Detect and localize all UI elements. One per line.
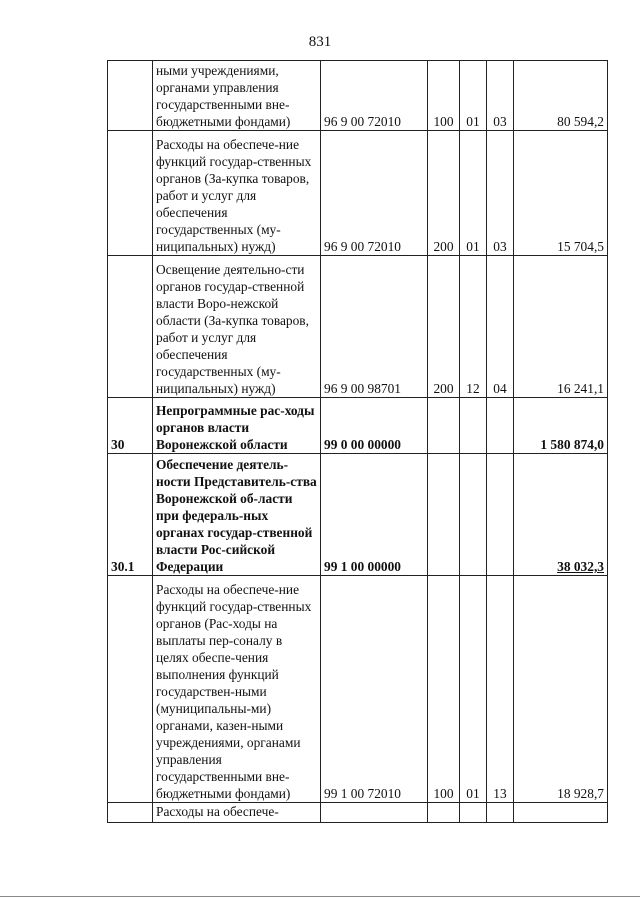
subsection-code: 04 bbox=[487, 256, 514, 398]
subsection-code: 03 bbox=[487, 61, 514, 131]
row-number: 30.1 bbox=[108, 454, 153, 576]
expense-type-code: 200 bbox=[428, 256, 460, 398]
target-article-code: 96 9 00 72010 bbox=[321, 61, 428, 131]
table-row bbox=[108, 576, 608, 803]
amount: 16 241,1 bbox=[514, 256, 608, 398]
expense-name: Расходы на обеспече-ние функций государ-ственных органов (За-купка товаров, работ и услуг для обеспечения государственных (му-ниципальных) нужд) bbox=[153, 131, 321, 256]
bottom-divider bbox=[0, 896, 640, 897]
expense-name: ными учреждениями, органами управления государственными вне-бюджетными фондами) bbox=[153, 61, 321, 131]
expense-type-code: 100 bbox=[428, 61, 460, 131]
row-number bbox=[108, 576, 153, 803]
amount-value: 38 032,3 bbox=[557, 559, 604, 574]
table-row bbox=[108, 398, 608, 454]
section-code bbox=[460, 398, 487, 454]
amount bbox=[514, 454, 608, 576]
row-number bbox=[108, 256, 153, 398]
subsection-code bbox=[487, 398, 514, 454]
target-article-code: 99 1 00 72010 bbox=[321, 576, 428, 803]
expense-name: Расходы на обеспече- bbox=[153, 803, 321, 823]
section-code bbox=[460, 454, 487, 576]
table-row bbox=[108, 454, 608, 576]
amount: 80 594,2 bbox=[514, 61, 608, 131]
section-code: 01 bbox=[460, 576, 487, 803]
section-code: 01 bbox=[460, 131, 487, 256]
table-row bbox=[108, 131, 608, 256]
target-article-code bbox=[321, 803, 428, 823]
expense-type-code: 200 bbox=[428, 131, 460, 256]
section-code: 01 bbox=[460, 61, 487, 131]
target-article-code: 96 9 00 98701 bbox=[321, 256, 428, 398]
row-number: 30 bbox=[108, 398, 153, 454]
amount bbox=[514, 803, 608, 823]
table-row bbox=[108, 256, 608, 398]
row-number bbox=[108, 61, 153, 131]
expense-type-code: 100 bbox=[428, 576, 460, 803]
amount: 18 928,7 bbox=[514, 576, 608, 803]
amount: 15 704,5 bbox=[514, 131, 608, 256]
section-code bbox=[460, 803, 487, 823]
expense-name: Освещение деятельно-сти органов государ-ственной власти Воро-нежской области (За-купка товаров, работ и услуг для обеспечения государственных (му-ниципальных) нужд) bbox=[153, 256, 321, 398]
table-row bbox=[108, 803, 608, 823]
page-number: 831 bbox=[308, 34, 332, 50]
target-article-code: 96 9 00 72010 bbox=[321, 131, 428, 256]
table-row bbox=[108, 61, 608, 131]
row-number bbox=[108, 131, 153, 256]
target-article-code: 99 1 00 00000 bbox=[321, 454, 428, 576]
subsection-code bbox=[487, 803, 514, 823]
expense-type-code bbox=[428, 454, 460, 576]
subsection-code bbox=[487, 454, 514, 576]
budget-table bbox=[107, 60, 608, 823]
subsection-code: 03 bbox=[487, 131, 514, 256]
expense-name: Обеспечение деятель-ности Представитель-ства Воронежской об-ласти при федераль-ных органах государ-ственной власти Рос-сийской Федерации bbox=[153, 454, 321, 576]
expense-name: Непрограммные рас-ходы органов власти Воронежской области bbox=[153, 398, 321, 454]
subsection-code: 13 bbox=[487, 576, 514, 803]
expense-type-code bbox=[428, 398, 460, 454]
expense-name: Расходы на обеспече-ние функций государ-ственных органов (Рас-ходы на выплаты пер-соналу в целях обеспе-чения выполнения функций государствен-ными (муниципальны-ми) органами, казен-ными учреждениями, органами управления государственными вне-бюджетными фондами) bbox=[153, 576, 321, 803]
amount: 1 580 874,0 bbox=[514, 398, 608, 454]
expense-type-code bbox=[428, 803, 460, 823]
target-article-code: 99 0 00 00000 bbox=[321, 398, 428, 454]
section-code: 12 bbox=[460, 256, 487, 398]
row-number bbox=[108, 803, 153, 823]
